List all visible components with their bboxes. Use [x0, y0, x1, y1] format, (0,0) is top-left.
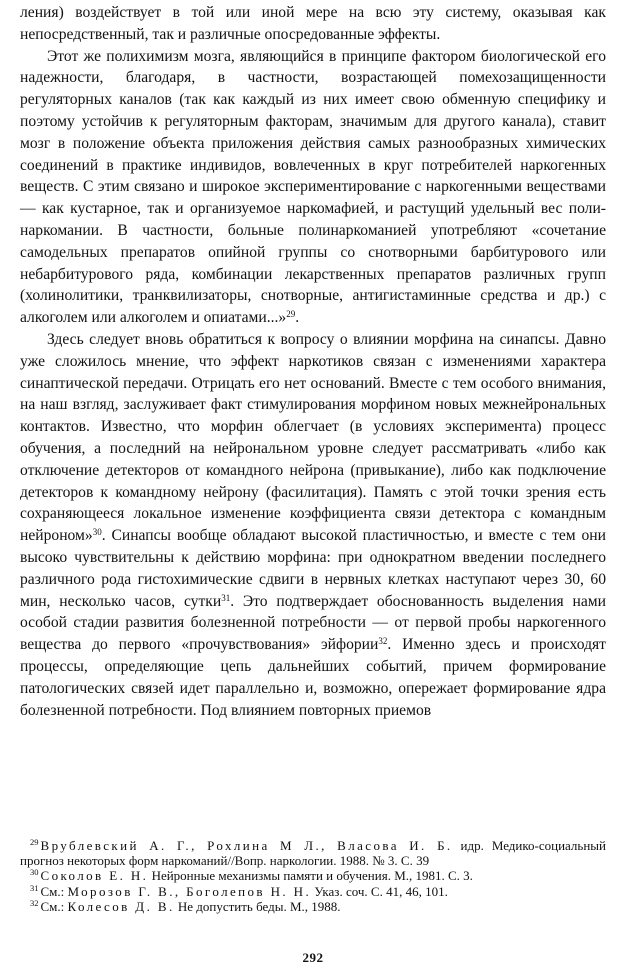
footnote-text: Нейронные механизмы памяти и обучения. М., 1981. С. 3.	[148, 868, 473, 884]
paragraph-text: ления) воздействует в той или иной мере на всю эту систему, оказывая как непосредственный, так и различные опосредованные эффекты.	[20, 4, 606, 43]
body-text	[20, 2, 606, 721]
footnote-mark: 30	[30, 867, 39, 878]
footnote-author: Морозов Г. В., Боголепов Н. Н.	[67, 883, 312, 899]
footnote-prefix: См.:	[40, 883, 68, 899]
footnote-text: Указ. соч. С. 41, 46, 101.	[311, 883, 448, 899]
footnote-author: Врублевский А. Г., Рохлина М Л., Власова И. Б.	[40, 838, 453, 853]
footnote	[20, 884, 606, 899]
footnote-author: Соколов Е. Н.	[40, 868, 149, 884]
footnote-author: Колесов Д. В.	[67, 898, 175, 914]
paragraph	[20, 2, 606, 46]
footnote-mark: 29	[30, 836, 39, 847]
page-number: 292	[302, 950, 324, 965]
paragraph-text: .	[295, 309, 300, 327]
footnotes	[20, 838, 606, 914]
footnote-prefix: См.:	[40, 898, 68, 914]
footnote	[20, 899, 606, 914]
paragraph-text: Этот же полихимизм мозга, являющийся в принципе фактором биологической его надежности, благодаря, в частности, возрастающей помехозащищенности регуляторных каналов (так как каждый из них имеет свою обменную специфику и поэтому устойчив к регуляторным факторам, значимым для другого канала), ставит мозг в положение объекта приложения действия самых разнообразных химических соединений в практике индивидов, вовлеченных в круг потребителей наркогенных веществ. С этим связано и широкое экспериментирование с наркогенными веществами — как кустарное, так и организуемое наркомафией, и растущий удельный вес полинаркомании. В частности, больные полинаркоманией употребляют «сочетание самодельных препаратов опийной группы со снотворными барбитурового или небарбитурового ряда, комбинации лекарственных препаратов различных групп (холинолитики, транквилизаторы, снотворные, антигистаминные средства и др.) с алкоголем или алкоголем и опиатами...»	[20, 47, 606, 327]
footnote-reference: 32	[378, 636, 388, 647]
footnote-mark: 32	[30, 897, 39, 908]
paragraph	[20, 329, 606, 721]
footnote-reference: 29	[286, 309, 296, 320]
footnote	[20, 838, 606, 868]
footnote-reference: 30	[92, 527, 102, 538]
paragraph-text: Здесь следует вновь обратиться к вопросу о влиянии морфина на синапсы. Давно уже сложилось мнение, что эффект наркотиков связан с изменениями характера синаптической передачи. Отрицать его нет оснований. Вместе с тем особого внимания, на наш взгляд, заслуживает факт стимулирования морфином новых межнейрональных контактов. Известно, что морфин облегчает (в условиях эксперимента) процесс обучения, а последний на нейрональном уровне следует рассматривать «либо как отключение детекторов от командного нейрона (привыкание), либо как подключение детекторов к командному нейрону (фасилитация). Память с этой точки зрения есть сохраняющееся локальное изменение коэффициента связи детектора с командным нейроном»	[20, 330, 606, 545]
paragraph-text: . Синапсы вообще обладают высокой пластичностью, и вместе с тем они высоко чувствительны к действию морфина: при однократном введении последнего различного рода гистохимические сдвиги в нервных клетках наступают через 30, 60 мин, несколько часов, сутки	[20, 527, 606, 610]
footnote-mark: 31	[30, 882, 39, 893]
book-page	[20, 2, 606, 972]
footnote-text: идр. Медико-социальный прогноз некоторых форм наркоманий//Вопр. наркологии. 1988. № 3. С. 39	[20, 838, 606, 869]
paragraph-text: . Это подтверждает обоснованность выделения нами особой стадии развития болезненной потребности — от первой пробы наркогенного вещества до первого «прочувствования» эйфории	[20, 592, 606, 654]
paragraph-text: . Именно здесь и происходят процессы, определяющие цепь дальнейших событий, причем формирование патологических связей идет параллельно и, возможно, опережает формирование ядра болезненной потребности. Под влиянием повторных приемов	[20, 636, 606, 719]
footnote-text: Не допустить беды. М., 1988.	[174, 898, 341, 914]
footnote-reference: 31	[221, 592, 231, 603]
footnote	[20, 868, 606, 883]
paragraph	[20, 46, 606, 329]
